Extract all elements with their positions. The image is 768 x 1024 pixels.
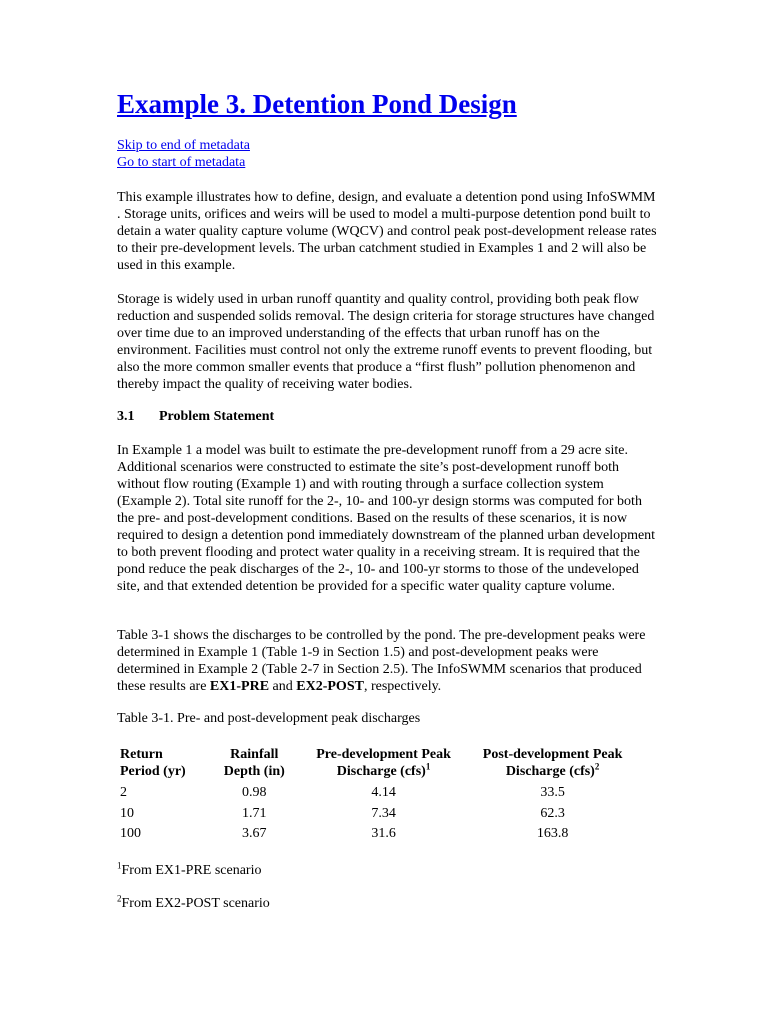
cell-pre-peak: 4.14 [371, 785, 396, 800]
header-return-period: Return Period (yr) [120, 747, 186, 779]
cell-return-period: 100 [120, 826, 141, 841]
cell-rainfall-depth: 3.67 [242, 826, 267, 841]
table-intro-and: and [269, 679, 297, 694]
table-row [117, 825, 647, 846]
cell-pre-peak: 7.34 [371, 805, 396, 821]
cell-post-peak: 33.5 [540, 785, 565, 800]
scenario-pre-name: EX1-PRE [209, 679, 270, 694]
footnote-ref-2: 2 [594, 761, 600, 772]
footnote-mark-1: 1 [117, 860, 122, 871]
section-title: Problem Statement [159, 409, 275, 424]
footnote-ref-1: 1 [425, 761, 431, 772]
table-header-row [117, 746, 647, 784]
cell-rainfall-depth: 1.71 [242, 805, 267, 821]
footnote-mark-2: 2 [117, 893, 122, 904]
peak-discharge-table [117, 746, 647, 846]
header-rainfall-depth: Rainfall Depth (in) [223, 747, 285, 779]
cell-post-peak: 62.3 [540, 805, 565, 821]
scenario-post-name: EX2-POST [296, 679, 364, 694]
table-caption: Table 3-1. Pre- and post-development peak discharges [117, 711, 421, 726]
cell-pre-peak: 31.6 [371, 826, 396, 841]
go-to-start-of-metadata-link[interactable]: Go to start of metadata [117, 155, 246, 170]
cell-return-period: 10 [120, 805, 134, 821]
section-number: 3.1 [117, 409, 135, 424]
header-pre-development-peak: Pre-development Peak Discharge (cfs)$^1$ [316, 747, 451, 779]
header-post-development-peak: Post-development Peak Discharge (cfs)$^2$ [482, 747, 623, 779]
footnote-text-1: From EX1-PRE scenario [121, 863, 262, 878]
footnote-1 [117, 862, 261, 879]
table-intro-end: , respectively. [363, 679, 442, 694]
cell-return-period: 2 [120, 785, 127, 800]
cell-rainfall-depth: 0.98 [242, 785, 267, 800]
footnote-2 [117, 895, 270, 912]
storage-paragraph: Storage is widely used in urban runoff quantity and quality control, providing both peak flow reduction and suspended solids removal. The design criteria for storage structures have changed over time due to an improved understanding of the effects that urban runoff has on the environment. Facilities must control not only the extreme runoff events to prevent flooding, but also the more common smaller events that produce a “first flush” pollution phenomenon and thereby impact the quality of receiving water bodies. [117, 292, 655, 392]
table-intro-text: Table 3-1 shows the discharges to be controlled by the pond. The pre-development peaks were determined in Example 1 (Table 1-9 in Section 1.5) and post-development peaks were determined in Example 2 (Table 2-7 in Section 2.5). The InfoSWMM scenarios that produced these results are [117, 628, 646, 694]
intro-paragraph: This example illustrates how to define, design, and evaluate a detention pond using InfoSWMM . Storage units, orifices and weirs will be used to model a multi-purpose detention pond built to detain a water quality capture volume (WQCV) and control peak post-development release rates to their pre-development levels. The urban catchment studied in Examples 1 and 2 will also be used in this example. [117, 190, 657, 273]
table-row [117, 805, 647, 826]
table-intro-paragraph [117, 627, 657, 695]
section-heading [117, 408, 274, 425]
cell-post-peak: 163.8 [536, 826, 569, 841]
page-title[interactable]: Example 3. Detention Pond Design [117, 89, 517, 119]
skip-to-end-of-metadata-link[interactable]: Skip to end of metadata [117, 138, 250, 153]
problem-statement-paragraph: In Example 1 a model was built to estimate the pre-development runoff from a 29 acre site. Additional scenarios were constructed to estimate the site’s post-development runoff both without flow routing (Example 1) and with routing through a surface collection system (Example 2). Total site runoff for the 2-, 10- and 100-yr design storms was computed for both the pre- and post-development conditions. Based on the results of these scenarios, it is now required to design a detention pond immediately downstream of the planned urban development to both prevent flooding and protect water quality in a receiving stream. It is required that the pond reduce the peak discharges of the 2-, 10- and 100-yr storms to those of the undeveloped site, and that extended detention be provided for a specific water quality capture volume. [117, 443, 656, 594]
table-row [117, 784, 647, 805]
footnote-text-2: From EX2-POST scenario [121, 896, 270, 911]
